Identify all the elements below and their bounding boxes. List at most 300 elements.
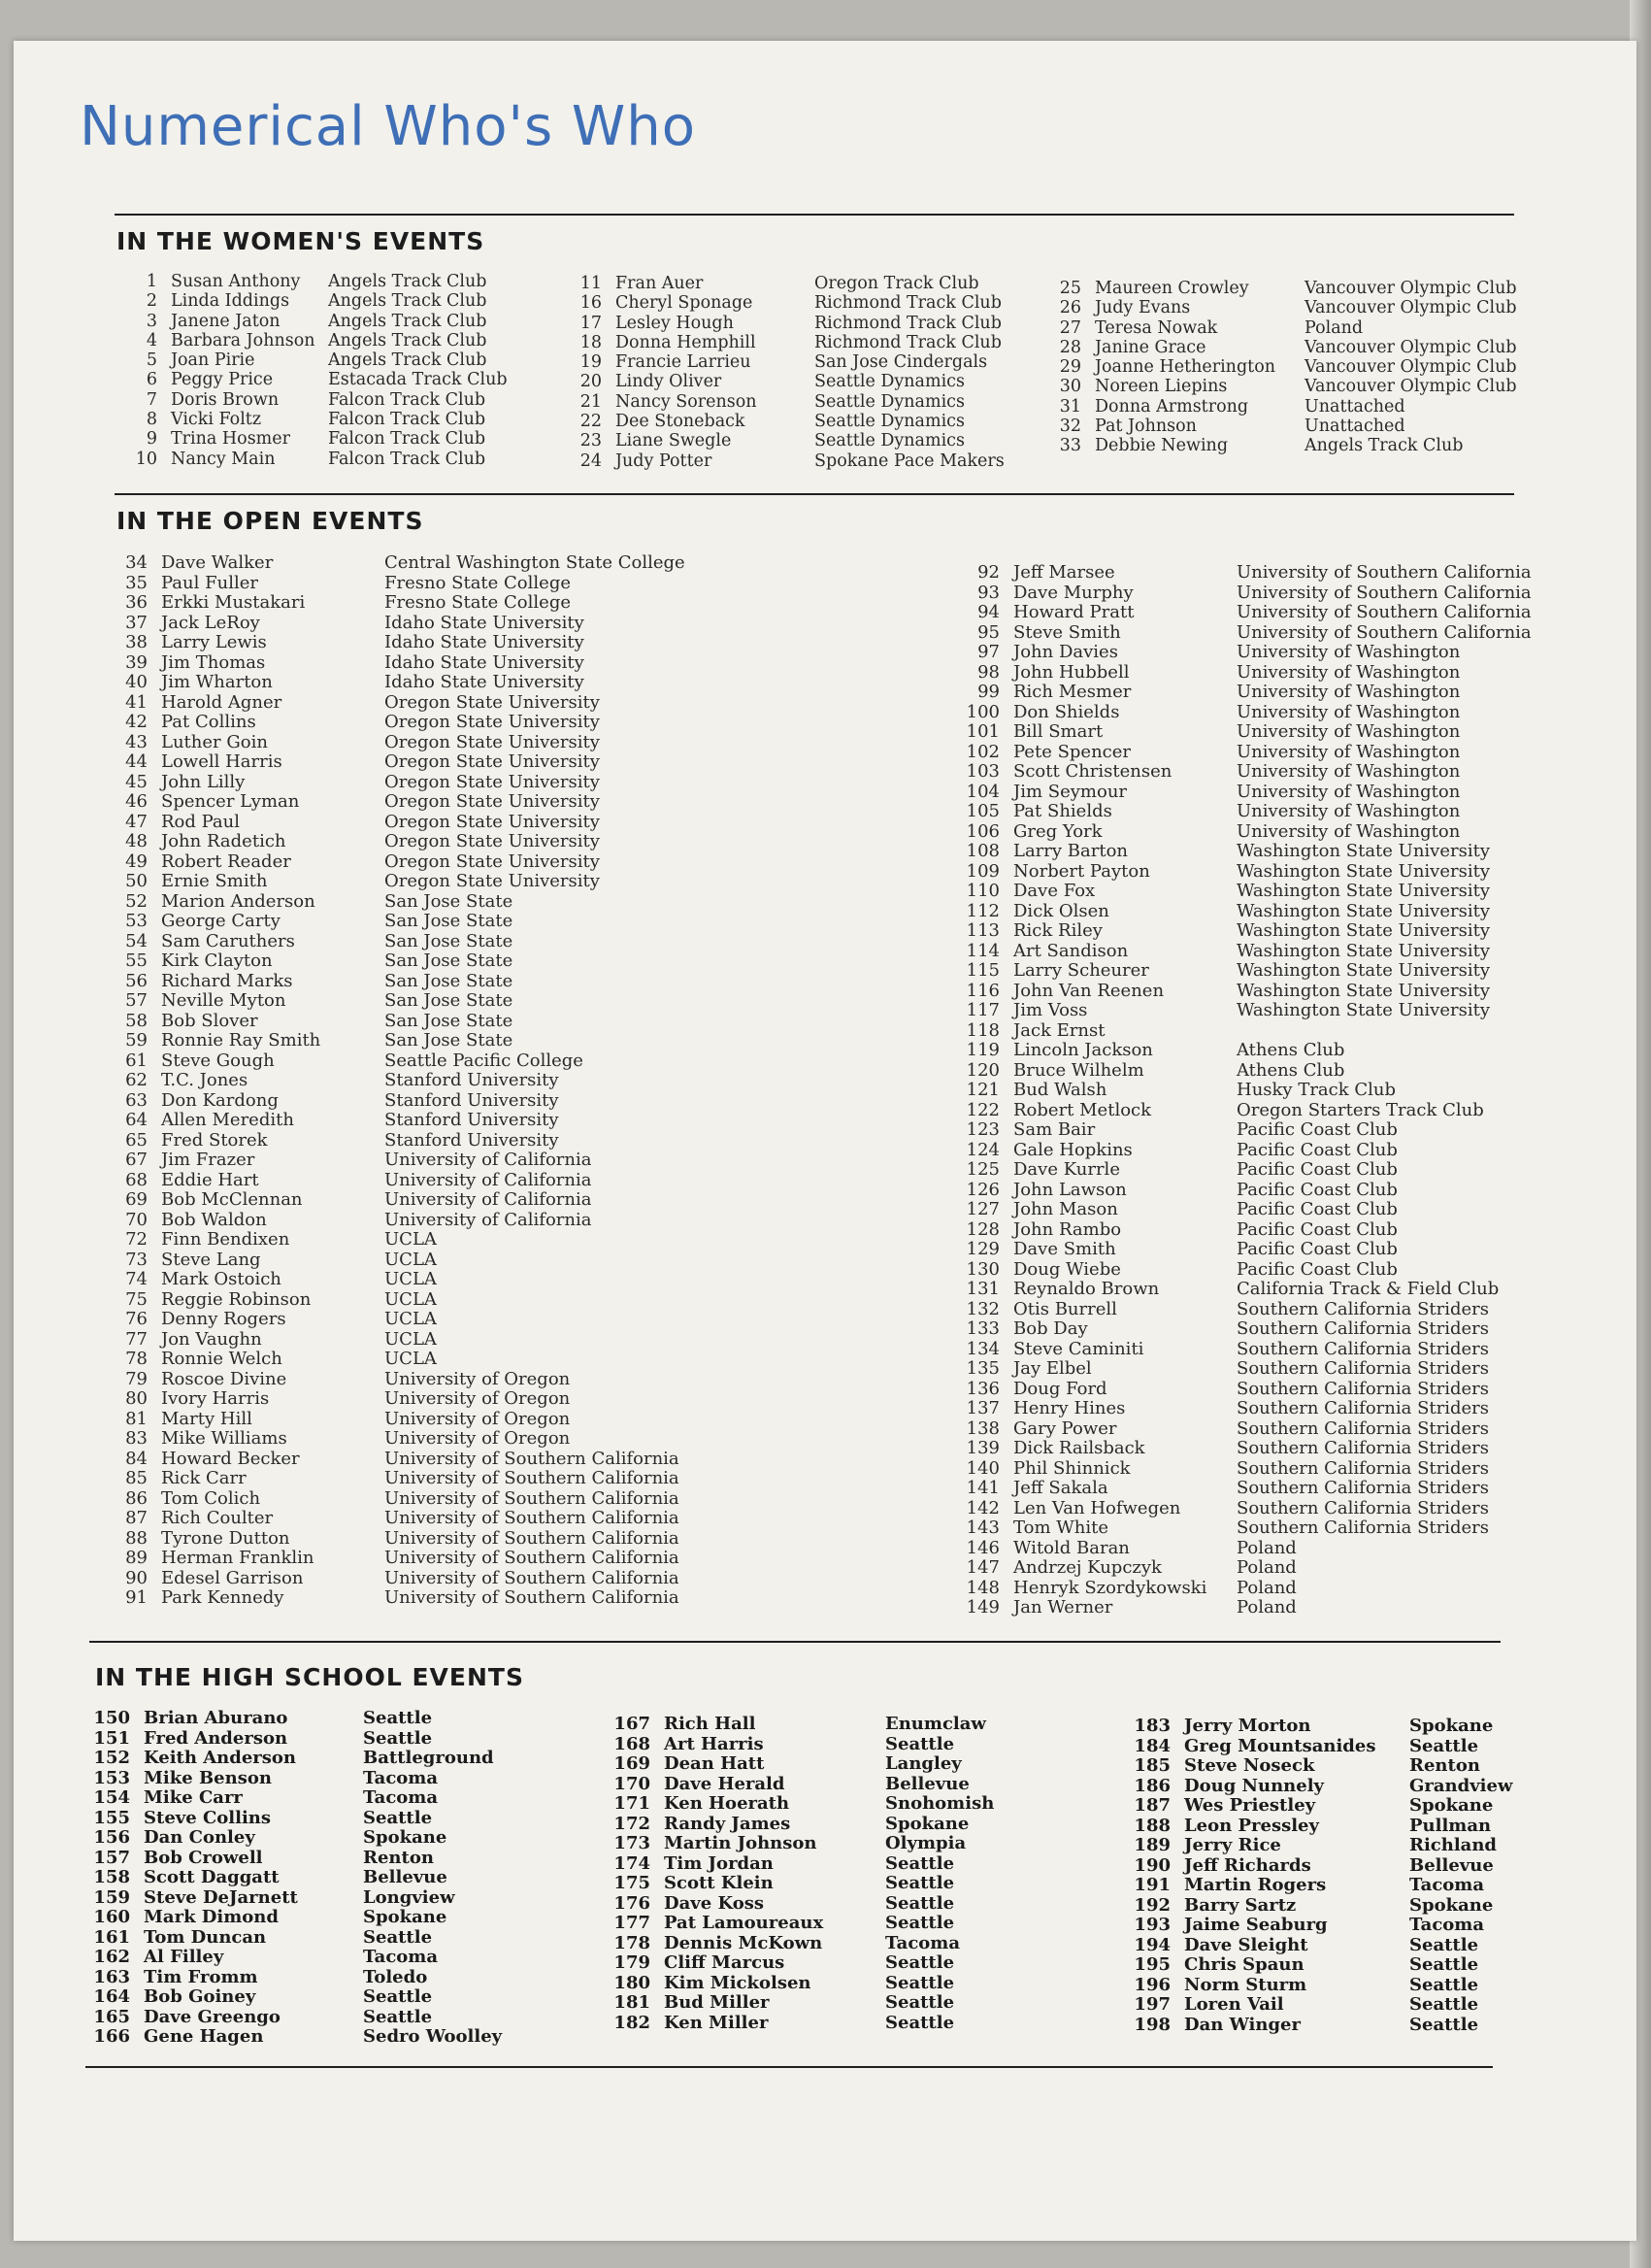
- entry-name: Fred Storek: [161, 1129, 268, 1151]
- entry-number: 113: [966, 920, 1000, 941]
- entry-name: Joan Pirie: [171, 350, 255, 371]
- entry-number: 88: [125, 1527, 148, 1549]
- roster-entry: [951, 1558, 1557, 1579]
- entry-number: 67: [125, 1150, 148, 1170]
- roster-entry: [951, 1598, 1557, 1618]
- entry-affiliation: Stanford University: [384, 1129, 559, 1151]
- entry-affiliation: [1237, 1021, 1557, 1042]
- entry-affiliation: Seattle: [885, 1873, 955, 1893]
- entry-affiliation: Spokane: [363, 1827, 447, 1848]
- divider-rule: [85, 2066, 1493, 2068]
- entry-name: Vicki Foltz: [171, 410, 262, 430]
- roster-entry: [951, 982, 1557, 1002]
- entry-affiliation: Southern California Striders: [1237, 1497, 1490, 1518]
- entry-name: Howard Pratt: [1013, 602, 1135, 622]
- entry-number: 93: [977, 582, 1000, 603]
- entry-affiliation: Seattle: [885, 1972, 955, 1993]
- entry-affiliation: University of Southern California: [1237, 562, 1532, 583]
- entry-number: 77: [125, 1328, 148, 1350]
- entry-name: Marion Anderson: [161, 890, 315, 912]
- roster-entry: [951, 1081, 1557, 1101]
- entry-number: 133: [966, 1318, 1000, 1339]
- entry-affiliation: Seattle Dynamics: [814, 372, 965, 392]
- entry-name: John Davies: [1013, 642, 1118, 662]
- roster-entry: [551, 333, 1018, 352]
- entry-number: 140: [966, 1457, 1000, 1479]
- entry-name: Debbie Newing: [1095, 436, 1229, 456]
- entry-name: Finn Bendixen: [161, 1229, 290, 1250]
- entry-name: Erkki Mustakari: [161, 592, 306, 613]
- entry-number: 34: [125, 552, 148, 573]
- roster-entry: [606, 1874, 1040, 1894]
- entry-affiliation: San Jose State: [384, 951, 513, 971]
- entry-name: Jeff Richards: [1184, 1854, 1311, 1876]
- entry-name: Mark Dimond: [144, 1907, 279, 1927]
- entry-name: Dee Stoneback: [615, 412, 745, 432]
- entry-name: Eddie Hart: [161, 1169, 259, 1190]
- entry-number: 163: [93, 1966, 130, 1987]
- entry-name: Dave Kurrle: [1013, 1159, 1120, 1180]
- roster-entry: [951, 822, 1557, 843]
- entry-affiliation: Oregon Track Club: [814, 274, 979, 293]
- entry-number: 63: [125, 1089, 148, 1111]
- roster-entry: [606, 1834, 1040, 1854]
- roster-entry: [551, 451, 1018, 471]
- roster-entry: [109, 1588, 705, 1609]
- entry-affiliation: Husky Track Club: [1237, 1080, 1397, 1100]
- entry-name: Rick Carr: [161, 1468, 247, 1488]
- entry-number: 7: [146, 389, 157, 410]
- roster-entry: [85, 1729, 518, 1750]
- entry-affiliation: Washington State University: [1237, 900, 1490, 921]
- entry-affiliation: Vancouver Olympic Club: [1304, 298, 1517, 318]
- entry-name: John Rambo: [1013, 1218, 1122, 1240]
- entry-affiliation: Grandview: [1409, 1775, 1513, 1796]
- roster-entry: [1039, 298, 1537, 317]
- entry-number: 83: [125, 1428, 148, 1449]
- entry-number: 131: [966, 1279, 1000, 1299]
- entry-affiliation: San Jose State: [384, 930, 513, 951]
- entry-number: 79: [125, 1368, 148, 1389]
- entry-number: 188: [1134, 1815, 1171, 1836]
- entry-number: 97: [977, 642, 1000, 662]
- entry-name: Dennis McKown: [664, 1932, 823, 1953]
- entry-number: 85: [125, 1468, 148, 1488]
- roster-entry: [606, 1953, 1040, 1974]
- entry-number: 32: [1059, 417, 1081, 437]
- roster-entry: [109, 991, 705, 1012]
- entry-name: Bob Waldon: [161, 1209, 267, 1230]
- entry-affiliation: University of California: [384, 1150, 592, 1170]
- entry-name: Doug Ford: [1013, 1378, 1107, 1399]
- entry-affiliation: Vancouver Olympic Club: [1304, 377, 1517, 397]
- entry-name: Pete Spencer: [1013, 741, 1131, 762]
- entry-number: 27: [1059, 317, 1081, 338]
- entry-affiliation: Seattle: [885, 1913, 955, 1933]
- entry-name: Howard Becker: [161, 1448, 300, 1469]
- entry-name: Larry Lewis: [161, 632, 267, 652]
- entry-number: 90: [125, 1567, 148, 1588]
- page-title: Numerical Who's Who: [80, 95, 697, 158]
- roster-entry: [1126, 1955, 1565, 1976]
- entry-name: Ronnie Ray Smith: [161, 1030, 321, 1051]
- roster-entry: [551, 293, 1018, 313]
- roster-entry: [109, 752, 705, 773]
- entry-name: Randy James: [664, 1813, 791, 1834]
- entry-name: Bob Day: [1013, 1318, 1088, 1339]
- entry-number: 159: [93, 1886, 130, 1908]
- entry-number: 198: [1134, 2014, 1171, 2035]
- entry-name: Gale Hopkins: [1013, 1139, 1133, 1160]
- womens-column-3: [1039, 279, 1537, 456]
- entry-affiliation: Southern California Striders: [1237, 1457, 1490, 1479]
- entry-name: Cheryl Sponage: [615, 293, 753, 314]
- entry-number: 2: [146, 291, 157, 312]
- roster-entry: [606, 1754, 1040, 1775]
- entry-number: 123: [966, 1119, 1000, 1140]
- entry-number: 190: [1134, 1854, 1171, 1876]
- entry-number: 53: [125, 911, 148, 931]
- entry-name: Sam Bair: [1013, 1119, 1096, 1140]
- entry-number: 26: [1059, 298, 1081, 318]
- entry-name: Art Sandison: [1013, 940, 1129, 961]
- entry-number: 165: [93, 2006, 130, 2027]
- entry-affiliation: University of Southern California: [384, 1527, 679, 1549]
- roster-entry: [109, 693, 705, 714]
- entry-name: Paul Fuller: [161, 572, 258, 593]
- entry-affiliation: University of Southern California: [384, 1567, 679, 1588]
- entry-affiliation: Stanford University: [384, 1070, 559, 1090]
- entry-number: 28: [1059, 337, 1081, 357]
- roster-entry: [109, 1569, 705, 1589]
- roster-entry: [1126, 1916, 1565, 1936]
- roster-entry: [1039, 318, 1537, 338]
- entry-name: Bruce Wilhelm: [1013, 1059, 1144, 1081]
- roster-entry: [109, 872, 705, 892]
- entry-name: Brian Aburano: [144, 1708, 288, 1728]
- entry-name: Denny Rogers: [161, 1309, 286, 1329]
- entry-affiliation: Vancouver Olympic Club: [1304, 337, 1517, 357]
- divider-rule: [115, 493, 1514, 495]
- entry-name: Janene Jaton: [171, 311, 281, 331]
- roster-entry: [1039, 436, 1537, 455]
- entry-affiliation: Unattached: [1304, 396, 1405, 417]
- entry-number: 47: [125, 811, 148, 832]
- entry-affiliation: University of Oregon: [384, 1428, 571, 1449]
- entry-name: Lowell Harris: [161, 751, 282, 772]
- entry-number: 169: [613, 1753, 650, 1774]
- roster-entry: [109, 1171, 705, 1191]
- entry-affiliation: Pacific Coast Club: [1237, 1199, 1398, 1219]
- entry-number: 105: [966, 801, 1000, 821]
- entry-name: Roscoe Divine: [161, 1368, 287, 1389]
- entry-name: Scott Christensen: [1013, 761, 1172, 782]
- entry-affiliation: Southern California Striders: [1237, 1398, 1490, 1418]
- entry-name: Dave Fox: [1013, 881, 1096, 901]
- entry-affiliation: Washington State University: [1237, 980, 1490, 1001]
- entry-number: 196: [1134, 1974, 1171, 1995]
- entry-number: 143: [966, 1518, 1000, 1538]
- roster-entry: [606, 1974, 1040, 1994]
- entry-affiliation: Oregon Starters Track Club: [1237, 1099, 1484, 1120]
- entry-name: John Lawson: [1013, 1179, 1127, 1200]
- entry-name: Steve Gough: [161, 1050, 275, 1071]
- entry-affiliation: Pacific Coast Club: [1237, 1258, 1398, 1280]
- entry-number: 119: [966, 1040, 1000, 1060]
- entry-number: 94: [977, 602, 1000, 622]
- entry-affiliation: Oregon State University: [384, 871, 600, 891]
- roster-entry: [115, 350, 522, 370]
- roster-entry: [109, 733, 705, 753]
- entry-number: 135: [966, 1358, 1000, 1379]
- entry-name: Bob Goiney: [144, 1986, 256, 2007]
- entry-number: 129: [966, 1239, 1000, 1259]
- roster-entry: [109, 713, 705, 733]
- entry-number: 115: [966, 960, 1000, 981]
- entry-affiliation: Seattle: [1409, 1974, 1479, 1995]
- entry-affiliation: Oregon State University: [384, 712, 600, 732]
- entry-number: 122: [966, 1099, 1000, 1120]
- entry-name: Edesel Garrison: [161, 1567, 304, 1588]
- roster-entry: [951, 1220, 1557, 1241]
- entry-name: Dave Murphy: [1013, 582, 1134, 603]
- entry-affiliation: Oregon State University: [384, 791, 600, 812]
- entry-number: 139: [966, 1438, 1000, 1458]
- entry-name: Neville Myton: [161, 990, 286, 1011]
- entry-affiliation: Seattle: [363, 1986, 433, 2007]
- entry-affiliation: Southern California Striders: [1237, 1418, 1490, 1439]
- entry-number: 175: [613, 1873, 650, 1893]
- entry-number: 138: [966, 1418, 1000, 1439]
- entry-name: Dan Winger: [1184, 2014, 1301, 2035]
- entry-name: Mike Benson: [144, 1767, 272, 1788]
- roster-entry: [109, 1091, 705, 1112]
- entry-number: 167: [613, 1714, 650, 1734]
- entry-affiliation: Seattle: [1409, 1994, 1479, 2015]
- entry-name: Tom Duncan: [144, 1926, 267, 1948]
- entry-number: 54: [125, 930, 148, 951]
- entry-name: Jay Elbel: [1013, 1358, 1092, 1379]
- entry-number: 180: [613, 1972, 650, 1993]
- entry-name: Pat Lamoureaux: [664, 1913, 824, 1933]
- roster-entry: [109, 1211, 705, 1231]
- roster-entry: [1126, 1737, 1565, 1757]
- entry-affiliation: UCLA: [384, 1229, 437, 1250]
- entry-name: Dave Greengo: [144, 2006, 281, 2027]
- entry-number: 151: [93, 1727, 130, 1749]
- entry-number: 184: [1134, 1735, 1171, 1756]
- entry-affiliation: Toledo: [363, 1966, 428, 1987]
- entry-name: Jack Ernst: [1013, 1019, 1106, 1041]
- entry-number: 108: [966, 841, 1000, 861]
- entry-number: 147: [966, 1557, 1000, 1578]
- entry-name: Mark Ostoich: [161, 1269, 281, 1289]
- entry-name: Judy Potter: [615, 450, 712, 471]
- entry-number: 20: [579, 372, 602, 392]
- entry-name: Pat Collins: [161, 712, 256, 732]
- entry-affiliation: San Jose Cindergals: [814, 352, 988, 373]
- entry-number: 179: [613, 1952, 650, 1973]
- entry-number: 149: [966, 1597, 1000, 1618]
- roster-entry: [606, 1854, 1040, 1875]
- entry-name: Steve Noseck: [1184, 1755, 1315, 1776]
- entry-number: 192: [1134, 1894, 1171, 1916]
- roster-entry: [951, 643, 1557, 663]
- entry-number: 9: [146, 429, 157, 450]
- entry-number: 25: [1059, 279, 1081, 298]
- entry-name: Trina Hosmer: [171, 429, 290, 450]
- roster-entry: [109, 892, 705, 913]
- entry-affiliation: Angels Track Club: [1304, 436, 1464, 456]
- roster-entry: [951, 762, 1557, 783]
- entry-number: 49: [125, 850, 148, 872]
- roster-entry: [951, 1101, 1557, 1121]
- entry-affiliation: Olympia: [885, 1833, 967, 1853]
- roster-entry: [951, 584, 1557, 604]
- entry-affiliation: Oregon State University: [384, 731, 600, 752]
- entry-affiliation: Seattle: [1409, 2014, 1479, 2035]
- entry-number: 191: [1134, 1875, 1171, 1895]
- entry-number: 86: [125, 1487, 148, 1509]
- entry-affiliation: Angels Track Club: [328, 311, 487, 331]
- entry-affiliation: Stanford University: [384, 1110, 559, 1130]
- entry-number: 136: [966, 1378, 1000, 1399]
- roster-entry: [606, 1735, 1040, 1755]
- entry-number: 87: [125, 1508, 148, 1528]
- entry-affiliation: Tacoma: [363, 1767, 439, 1788]
- entry-affiliation: Poland: [1237, 1577, 1297, 1598]
- roster-entry: [606, 1815, 1040, 1835]
- entry-affiliation: Pacific Coast Club: [1237, 1139, 1398, 1160]
- entry-name: Kirk Clayton: [161, 951, 273, 971]
- entry-name: Barbara Johnson: [171, 330, 315, 350]
- entry-affiliation: University of Washington: [1237, 781, 1461, 802]
- high-school-column-3: [1126, 1717, 1565, 2035]
- entry-affiliation: University of Southern California: [1237, 602, 1532, 622]
- womens-column-2: [551, 274, 1018, 471]
- entry-affiliation: Seattle: [1409, 1934, 1479, 1955]
- entry-affiliation: Seattle: [363, 1708, 433, 1728]
- entry-name: John Lilly: [161, 771, 246, 792]
- entry-affiliation: Seattle: [363, 1727, 433, 1749]
- entry-affiliation: Tacoma: [885, 1932, 961, 1953]
- entry-name: Ken Hoerath: [664, 1793, 790, 1814]
- roster-entry: [115, 429, 522, 449]
- roster-entry: [109, 1071, 705, 1091]
- entry-affiliation: Oregon State University: [384, 811, 600, 832]
- entry-affiliation: UCLA: [384, 1349, 437, 1369]
- roster-entry: [951, 1280, 1557, 1300]
- entry-affiliation: San Jose State: [384, 990, 513, 1011]
- entry-number: 168: [613, 1733, 650, 1754]
- entry-number: 127: [966, 1199, 1000, 1219]
- entry-name: Lesley Hough: [615, 313, 734, 333]
- roster-entry: [1039, 338, 1537, 357]
- entry-affiliation: University of California: [384, 1209, 592, 1230]
- entry-name: Rich Mesmer: [1013, 682, 1132, 702]
- roster-entry: [551, 314, 1018, 333]
- entry-affiliation: Richmond Track Club: [814, 293, 1002, 314]
- entry-name: Chris Spaun: [1184, 1954, 1304, 1975]
- entry-name: Jim Seymour: [1013, 781, 1128, 802]
- entry-affiliation: Oregon State University: [384, 850, 600, 872]
- entry-affiliation: Poland: [1237, 1537, 1297, 1558]
- entry-affiliation: Richmond Track Club: [814, 332, 1002, 352]
- entry-name: Dave Smith: [1013, 1239, 1116, 1259]
- entry-number: 189: [1134, 1835, 1171, 1855]
- roster-entry: [115, 390, 522, 410]
- roster-entry: [85, 2008, 518, 2028]
- entry-name: Dave Walker: [161, 552, 274, 573]
- roster-entry: [951, 1001, 1557, 1021]
- entry-name: Bud Miller: [664, 1992, 770, 2013]
- entry-number: 56: [125, 970, 148, 991]
- divider-rule: [115, 214, 1514, 216]
- roster-entry: [109, 972, 705, 992]
- entry-affiliation: Washington State University: [1237, 940, 1490, 961]
- entry-name: Steve DeJarnett: [144, 1886, 298, 1908]
- entry-number: 124: [966, 1139, 1000, 1160]
- entry-affiliation: San Jose State: [384, 970, 513, 991]
- roster-entry: [951, 683, 1557, 703]
- entry-name: Steve Smith: [1013, 621, 1121, 643]
- entry-affiliation: Washington State University: [1237, 1000, 1490, 1020]
- roster-entry: [951, 942, 1557, 962]
- roster-entry: [85, 1849, 518, 1869]
- roster-entry: [551, 372, 1018, 391]
- entry-name: John Mason: [1013, 1199, 1118, 1219]
- entry-affiliation: Seattle: [363, 1926, 433, 1948]
- womens-events-heading: IN THE WOMEN'S EVENTS: [116, 227, 485, 255]
- entry-name: Mike Carr: [144, 1787, 243, 1808]
- roster-entry: [1126, 1995, 1565, 2016]
- entry-affiliation: Poland: [1304, 317, 1364, 338]
- entry-number: 78: [125, 1349, 148, 1369]
- roster-entry: [951, 663, 1557, 684]
- entry-affiliation: Washington State University: [1237, 920, 1490, 941]
- entry-name: Fran Auer: [615, 274, 704, 293]
- roster-entry: [951, 1260, 1557, 1281]
- entry-number: 148: [966, 1577, 1000, 1598]
- entry-number: 183: [1134, 1716, 1171, 1736]
- entry-name: Dave Herald: [664, 1773, 785, 1794]
- roster-entry: [951, 802, 1557, 822]
- entry-affiliation: Spokane: [1409, 1795, 1494, 1816]
- roster-entry: [951, 1479, 1557, 1499]
- roster-entry: [951, 1200, 1557, 1220]
- entry-name: Tyrone Dutton: [161, 1527, 290, 1549]
- roster-entry: [109, 1350, 705, 1370]
- roster-entry: [951, 882, 1557, 902]
- entry-affiliation: University of Oregon: [384, 1368, 571, 1389]
- roster-entry: [951, 743, 1557, 763]
- roster-entry: [1126, 1777, 1565, 1797]
- entry-affiliation: Central Washington State College: [384, 552, 685, 573]
- roster-entry: [1126, 1817, 1565, 1837]
- roster-entry: [109, 932, 705, 952]
- entry-number: 181: [613, 1992, 650, 2013]
- entry-number: 42: [125, 712, 148, 732]
- roster-entry: [109, 593, 705, 614]
- entry-number: 126: [966, 1179, 1000, 1200]
- entry-number: 182: [613, 2012, 650, 2033]
- entry-number: 117: [966, 1000, 1000, 1020]
- entry-name: Ronnie Welch: [161, 1349, 282, 1369]
- entry-number: 164: [93, 1986, 130, 2007]
- roster-entry: [109, 852, 705, 873]
- entry-number: 130: [966, 1258, 1000, 1280]
- entry-number: 37: [125, 612, 148, 633]
